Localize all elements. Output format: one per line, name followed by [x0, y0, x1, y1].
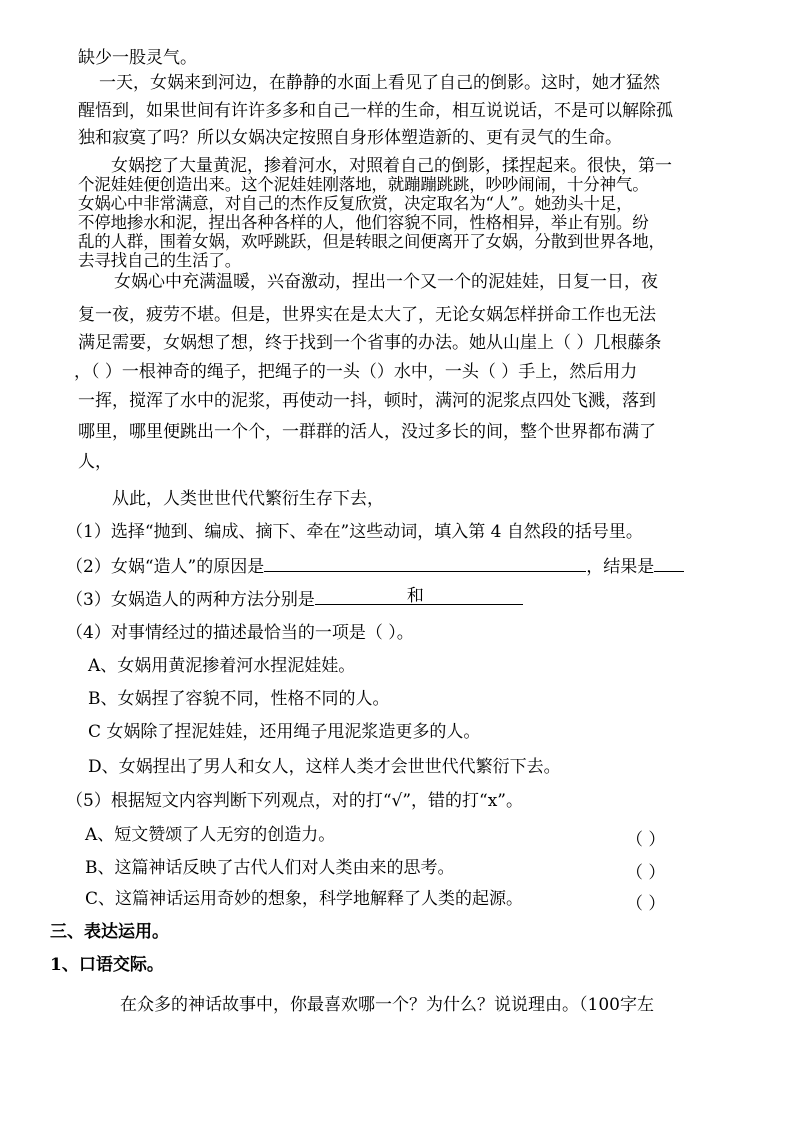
question-5-answer-a[interactable]: （ ） [626, 830, 666, 850]
question-2-result-blank[interactable] [654, 555, 684, 572]
passage-line-12: 复一夜，疲劳不堪。但是，世界实在是太大了，无论女娲怎样拼命工作也无法 [78, 305, 656, 325]
question-3 [66, 588, 523, 610]
passage-line-17: 人， [78, 452, 112, 472]
question-1: （1）选择“抛到、编成、摘下、牵在”这些动词，填入第 4 自然段的括号里。 [66, 522, 643, 542]
question-4-option-a[interactable]: A、女娲用黄泥掺着河水捏泥娃娃。 [88, 656, 356, 676]
question-2 [66, 555, 684, 577]
question-5-item-a: A、短文赞颂了人无穷的创造力。 [85, 825, 336, 845]
section-3-prompt: 在众多的神话故事中，你最喜欢哪一个？为什么？说说理由。（100字左 [120, 995, 654, 1015]
passage-line-4: 独和寂寞了吗？所以女娲决定按照自身形体塑造新的、更有灵气的生命。 [78, 128, 622, 148]
passage-line-8: 不停地掺水和泥，捏出各种各样的人，他们容貌不同，性格相异，举止有别。纷 [78, 213, 649, 232]
passage-line-3: 醒悟到，如果世间有许许多多和自己一样的生命，相互说说话，不是可以解除孤 [78, 101, 673, 121]
question-5-item-c: C、这篇神话运用奇妙的想象，科学地解释了人类的起源。 [85, 889, 524, 909]
passage-line-18: 从此，人类世世代代繁衍生存下去， [112, 489, 384, 509]
passage-line-1: 缺少一股灵气。 [78, 48, 197, 68]
question-4-option-d[interactable]: D、女娲捏出了男人和女人，这样人类才会世世代代繁衍下去。 [88, 757, 561, 777]
section-3-title: 三、表达运用。 [50, 922, 169, 942]
question-5-answer-c[interactable]: （ ） [626, 894, 666, 914]
passage-line-5: 女娲挖了大量黄泥，掺着河水，对照着自己的倒影，揉捏起来。很快，第一 [111, 156, 672, 176]
passage-line-6: 个泥娃娃便创造出来。这个泥娃娃刚落地，就蹦蹦跳跳，吵吵闹闹，十分神气。 [78, 175, 649, 194]
question-4: （4）对事情经过的描述最恰当的一项是（ ）。 [66, 623, 414, 643]
passage-line-7: 女娲心中非常满意，对自己的杰作反复欣赏，决定取名为“人”。她劲头十足， [78, 194, 633, 213]
question-5: （5）根据短文内容判断下列观点，对的打“√”，错的打“x”。 [66, 791, 523, 811]
passage-line-16: 哪里，哪里便跳出一个个，一群群的活人，没过多长的间，整个世界都布满了 [78, 422, 656, 442]
section-3-subtitle: 1、口语交际。 [50, 955, 164, 975]
passage-line-13: 满足需要，女娲想了想，终于找到一个省事的办法。她从山崖上（ ）几根藤条 [78, 333, 662, 353]
question-3-and: 和 [406, 586, 424, 606]
passage-line-15: 一挥，搅浑了水中的泥浆，再使动一抖，顿时，满河的泥浆点四处飞溅，落到 [78, 391, 656, 411]
question-5-item-b: B、这篇神话反映了古代人们对人类由来的思考。 [85, 858, 455, 878]
question-2-cause-label: （2）女娲“造人”的原因是 [66, 557, 265, 577]
question-2-result-label: ，结果是 [586, 557, 655, 577]
question-5-answer-b[interactable]: （ ） [626, 863, 666, 883]
question-3-blank-2[interactable] [407, 588, 523, 605]
question-4-option-b[interactable]: B、女娲捏了容貌不同，性格不同的人。 [88, 689, 390, 709]
passage-line-14: ，（ ）一根神奇的绳子，把绳子的一头（）水中，一头（ ）手上，然后用力 [74, 362, 638, 382]
passage-line-2: 一天，女娲来到河边，在静静的水面上看见了自己的倒影。这时，她才猛然 [99, 73, 660, 93]
question-4-option-c[interactable]: C 女娲除了捏泥娃娃，还用绳子甩泥浆造更多的人。 [88, 722, 481, 742]
passage-line-10: 去寻找自己的生活了。 [78, 251, 242, 270]
question-3-blank-1[interactable] [315, 588, 407, 605]
question-2-cause-blank[interactable] [264, 555, 586, 572]
passage-line-9: 乱的人群，围着女娲，欢呼跳跃，但是转眼之间便离开了女娲，分散到世界各地， [78, 232, 665, 251]
passage-line-11: 女娲心中充满温暖，兴奋激动，捏出一个又一个的泥娃娃，日复一日，夜 [114, 272, 658, 292]
question-3-label: （3）女娲造人的两种方法分别是 [66, 590, 315, 610]
